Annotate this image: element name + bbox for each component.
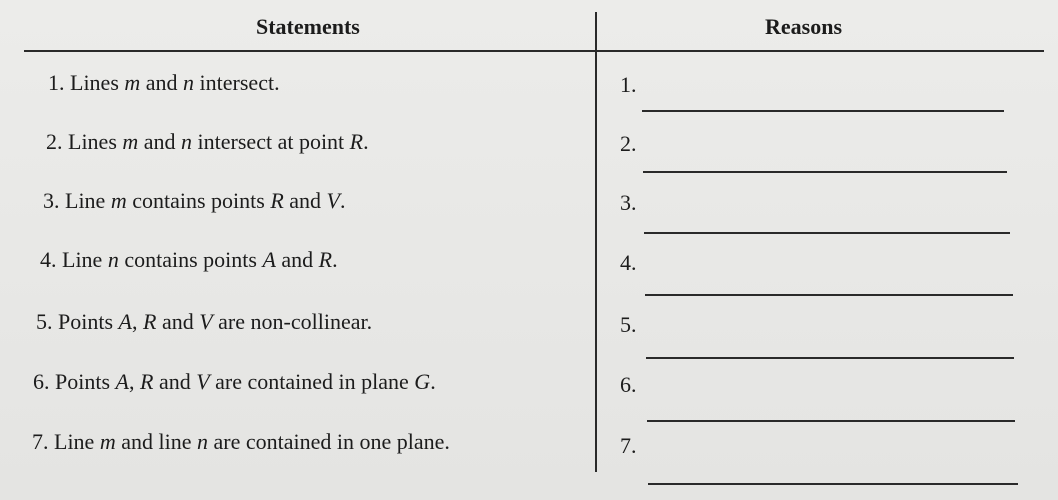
variable: V (196, 369, 210, 394)
variable: R (139, 369, 154, 394)
variable: A (262, 247, 276, 272)
statement-number: 7. (32, 429, 54, 454)
statement-text: intersect. (194, 70, 280, 95)
statement-number: 5. (36, 309, 58, 334)
statement-number: 2. (46, 129, 68, 154)
statement-text: and (156, 309, 200, 334)
statement-text: , (128, 369, 140, 394)
variable: n (107, 247, 119, 272)
statement-text: and (275, 247, 319, 272)
statement-text: are contained in plane (209, 369, 415, 394)
reason-number-5: 5. (620, 312, 637, 337)
variable: m (110, 188, 127, 213)
statement-text: and (283, 188, 327, 213)
statement-text: contains points (118, 247, 263, 272)
statements-header: Statements (256, 14, 360, 39)
statement-text: Points (58, 309, 119, 334)
variable: A (115, 369, 129, 394)
statement-text: . (363, 129, 369, 154)
statement-text: Line (62, 247, 108, 272)
column-divider (595, 12, 597, 472)
variable: n (183, 70, 195, 95)
reason-blank-2[interactable] (643, 171, 1007, 173)
statement-text: . (340, 188, 346, 213)
variable: R (318, 247, 333, 272)
variable: A (118, 309, 132, 334)
reason-blank-4[interactable] (645, 294, 1013, 296)
statement-5 (36, 309, 372, 335)
statement-text: Points (55, 369, 116, 394)
statement-text: are non-collinear. (212, 309, 373, 334)
statement-text: Line (65, 188, 111, 213)
variable: R (349, 129, 364, 154)
statement-text: and (138, 129, 182, 154)
reason-blank-5[interactable] (646, 357, 1014, 359)
variable: G (414, 369, 431, 394)
variable: m (122, 129, 139, 154)
variable: V (199, 309, 213, 334)
statement-text: Line (54, 429, 100, 454)
reason-blank-3[interactable] (644, 232, 1010, 234)
variable: R (270, 188, 284, 213)
reason-number-2: 2. (620, 131, 637, 156)
statement-text: intersect at point (192, 129, 350, 154)
statement-text: are contained in one plane. (207, 429, 450, 454)
header-divider (24, 50, 1044, 52)
reason-blank-1[interactable] (642, 110, 1004, 112)
statement-text: Lines (68, 129, 123, 154)
reason-blank-7[interactable] (648, 483, 1018, 485)
statement-6 (33, 369, 436, 395)
reason-number-1: 1. (620, 72, 637, 97)
statement-7 (32, 429, 450, 455)
statement-text: and line (115, 429, 197, 454)
statement-text: contains points (126, 188, 271, 213)
statement-text: and (153, 369, 197, 394)
reason-number-7: 7. (620, 433, 637, 458)
statement-2 (46, 129, 369, 155)
variable: R (142, 309, 157, 334)
statement-number: 3. (43, 188, 65, 213)
variable: n (181, 129, 193, 154)
statement-text: , (131, 309, 143, 334)
reason-number-3: 3. (620, 190, 637, 215)
reasons-header: Reasons (765, 14, 843, 39)
statement-1 (48, 70, 280, 96)
statement-text: . (430, 369, 436, 394)
reason-number-6: 6. (620, 372, 637, 397)
reason-number-4: 4. (620, 250, 637, 275)
variable: V (326, 188, 340, 213)
statement-text: Lines (70, 70, 125, 95)
statement-number: 1. (48, 70, 70, 95)
variable: m (124, 70, 141, 95)
statement-text: . (332, 247, 338, 272)
reason-blank-6[interactable] (647, 420, 1015, 422)
statement-3 (43, 188, 346, 214)
statement-number: 4. (40, 247, 62, 272)
statement-text: and (140, 70, 184, 95)
variable: m (99, 429, 116, 454)
variable: n (196, 429, 208, 454)
statement-4 (40, 247, 338, 273)
statement-number: 6. (33, 369, 55, 394)
